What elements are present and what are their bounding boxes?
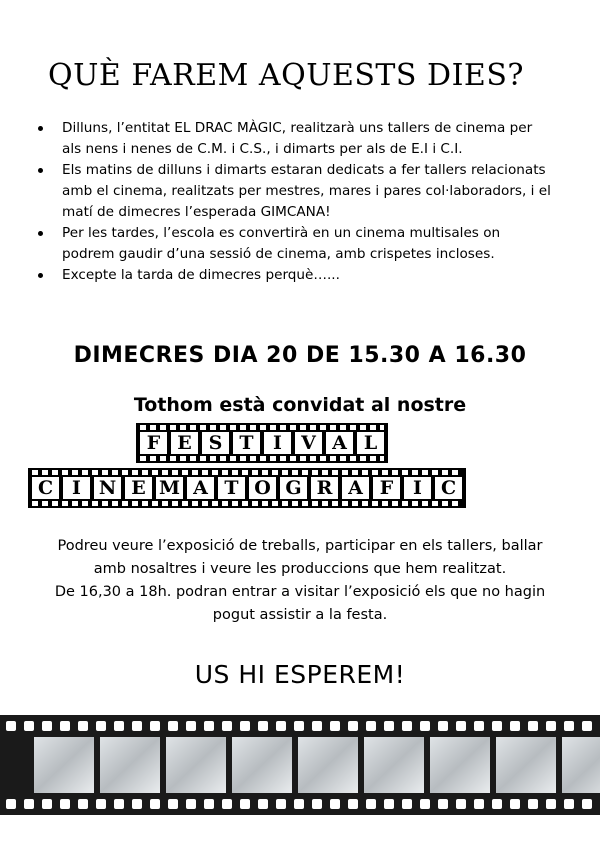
film-frame bbox=[34, 737, 94, 793]
invitation-text: Tothom està convidat al nostre bbox=[133, 394, 467, 416]
festival-filmstrip bbox=[136, 423, 388, 463]
film-perforation bbox=[546, 799, 556, 809]
film-letter: A bbox=[326, 432, 353, 454]
film-perforation bbox=[6, 721, 16, 731]
film-perforation bbox=[330, 721, 340, 731]
film-perforation bbox=[492, 721, 502, 731]
info-paragraph bbox=[20, 535, 580, 627]
film-perforation bbox=[222, 799, 232, 809]
film-letter: A bbox=[342, 477, 369, 499]
film-letter: C bbox=[32, 477, 59, 499]
film-perforation bbox=[420, 721, 430, 731]
film-perforation bbox=[132, 799, 142, 809]
info-line: pogut assistir a la festa. bbox=[212, 607, 388, 623]
film-perforation bbox=[528, 799, 538, 809]
festival-letters bbox=[140, 432, 384, 454]
film-perforation bbox=[96, 799, 106, 809]
film-perforation bbox=[366, 799, 376, 809]
film-perforation bbox=[384, 799, 394, 809]
film-letter: L bbox=[357, 432, 384, 454]
film-letter: G bbox=[280, 477, 307, 499]
list-item: Els matins de dilluns i dimarts estaran dedicats a fer tallers relacionats amb el cinema, realitzats per mestres, mares i pares col·laboradors, i el matí de dimecres l’esperada GIMCANA! bbox=[32, 160, 552, 223]
film-perforation bbox=[150, 799, 160, 809]
film-perforation bbox=[438, 721, 448, 731]
film-frame bbox=[430, 737, 490, 793]
film-perforation bbox=[582, 799, 592, 809]
film-perforation bbox=[294, 721, 304, 731]
film-perforation bbox=[294, 799, 304, 809]
film-perforation bbox=[114, 721, 124, 731]
film-perforation bbox=[510, 799, 520, 809]
film-perforation bbox=[204, 799, 214, 809]
film-perforation bbox=[492, 799, 502, 809]
film-perforation bbox=[456, 721, 466, 731]
film-perforation bbox=[564, 721, 574, 731]
film-perforation bbox=[420, 799, 430, 809]
film-perforation bbox=[168, 721, 178, 731]
film-perforation bbox=[456, 799, 466, 809]
info-line: Podreu veure l’exposició de treballs, participar en els tallers, ballar bbox=[57, 538, 543, 554]
film-perforation bbox=[24, 721, 34, 731]
film-perforation bbox=[78, 721, 88, 731]
film-perforation bbox=[114, 799, 124, 809]
film-perforation bbox=[582, 721, 592, 731]
film-letter: T bbox=[233, 432, 260, 454]
film-letter: N bbox=[94, 477, 121, 499]
film-perforation bbox=[132, 721, 142, 731]
film-letter: A bbox=[187, 477, 214, 499]
film-perforation bbox=[222, 721, 232, 731]
activities-list bbox=[32, 118, 552, 286]
film-letter: S bbox=[202, 432, 229, 454]
film-perforation bbox=[276, 721, 286, 731]
film-perforation bbox=[78, 799, 88, 809]
event-date-heading: DIMECRES DIA 20 DE 15.30 A 16.30 bbox=[73, 343, 527, 368]
film-perforation bbox=[312, 799, 322, 809]
film-perforation bbox=[240, 721, 250, 731]
film-perforation bbox=[186, 799, 196, 809]
film-perforation bbox=[60, 799, 70, 809]
film-letter: R bbox=[311, 477, 338, 499]
list-item: Per les tardes, l’escola es convertirà en un cinema multisales on podrem gaudir d’una sessió de cinema, amb crispetes incloses. bbox=[32, 223, 552, 265]
film-frame bbox=[166, 737, 226, 793]
film-perforation bbox=[204, 721, 214, 731]
film-letter: E bbox=[125, 477, 152, 499]
list-item: Dilluns, l’entitat EL DRAC MÀGIC, realitzarà uns tallers de cinema per als nens i nenes de C.M. i C.S., i dimarts per als de E.I i C.I. bbox=[32, 118, 552, 160]
film-letter: I bbox=[264, 432, 291, 454]
film-perforation bbox=[240, 799, 250, 809]
film-letter: E bbox=[171, 432, 198, 454]
film-perforation bbox=[258, 799, 268, 809]
film-perforation bbox=[474, 799, 484, 809]
film-perforation bbox=[546, 721, 556, 731]
film-perforation bbox=[6, 799, 16, 809]
film-perforation bbox=[402, 721, 412, 731]
film-perforation bbox=[528, 721, 538, 731]
film-perforation bbox=[438, 799, 448, 809]
film-perforation bbox=[384, 721, 394, 731]
film-letter: I bbox=[404, 477, 431, 499]
film-reel-illustration bbox=[0, 715, 600, 815]
film-perforation bbox=[474, 721, 484, 731]
film-perforation bbox=[330, 799, 340, 809]
film-perforation bbox=[168, 799, 178, 809]
film-frame bbox=[298, 737, 358, 793]
film-letter: I bbox=[63, 477, 90, 499]
film-letter: F bbox=[373, 477, 400, 499]
film-perforation bbox=[258, 721, 268, 731]
film-perforation bbox=[276, 799, 286, 809]
film-letter: C bbox=[435, 477, 462, 499]
list-item: Excepte la tarda de dimecres perquè…... bbox=[32, 265, 552, 286]
film-perforation bbox=[366, 721, 376, 731]
film-perforation bbox=[42, 721, 52, 731]
film-letter: V bbox=[295, 432, 322, 454]
film-perforation bbox=[60, 721, 70, 731]
film-letter: M bbox=[156, 477, 183, 499]
info-line: De 16,30 a 18h. podran entrar a visitar l’exposició els que no hagin bbox=[54, 584, 546, 600]
film-perforation bbox=[96, 721, 106, 731]
film-perforation bbox=[402, 799, 412, 809]
film-perforation bbox=[510, 721, 520, 731]
film-perforation bbox=[312, 721, 322, 731]
film-perforation bbox=[150, 721, 160, 731]
film-perforation bbox=[564, 799, 574, 809]
page-title: QUÈ FAREM AQUESTS DIES? bbox=[48, 58, 524, 93]
closing-heading: US HI ESPEREM! bbox=[194, 660, 406, 689]
film-frame bbox=[562, 737, 600, 793]
film-frame bbox=[232, 737, 292, 793]
film-perforation bbox=[348, 721, 358, 731]
film-letter: F bbox=[140, 432, 167, 454]
cinematografic-letters bbox=[32, 477, 462, 499]
cinematografic-filmstrip bbox=[28, 468, 466, 508]
film-perforation bbox=[348, 799, 358, 809]
film-frame bbox=[100, 737, 160, 793]
film-frame bbox=[496, 737, 556, 793]
film-frame bbox=[364, 737, 424, 793]
film-letter: T bbox=[218, 477, 245, 499]
film-letter: O bbox=[249, 477, 276, 499]
info-line: amb nosaltres i veure les produccions que hem realitzat. bbox=[93, 561, 507, 577]
film-perforation bbox=[186, 721, 196, 731]
film-perforation bbox=[42, 799, 52, 809]
film-perforation bbox=[24, 799, 34, 809]
